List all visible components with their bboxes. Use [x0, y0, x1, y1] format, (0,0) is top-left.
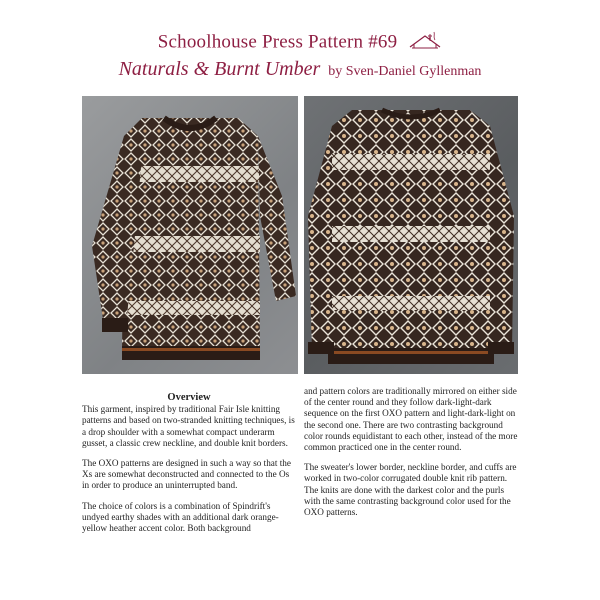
overview-heading: Overview	[167, 392, 211, 403]
pattern-byline: by Sven-Daniel Gyllenman	[328, 64, 482, 79]
pattern-name: Naturals & Burnt Umber	[118, 58, 321, 80]
publisher-title: Schoolhouse Press Pattern #69	[157, 31, 398, 53]
overview-paragraph: The choice of colors is a combination of Spindrift's undyed earthy shades with an additional dark orange-yellow heather accent color. Both background	[82, 500, 279, 534]
front-view-photo	[82, 96, 298, 374]
back-view-photo	[304, 96, 518, 374]
overview-left-column	[82, 392, 296, 543]
pattern-title-row	[0, 58, 600, 81]
overview-paragraph: The OXO patterns are designed in such a way so that the Xs are somewhat deconstructed and connected to the Os in order to produce an uninterrupted band.	[82, 458, 291, 491]
schoolhouse-logo-icon	[408, 30, 442, 56]
back-sweater-illustration	[304, 96, 518, 374]
publisher-title-row	[0, 30, 600, 56]
overview-paragraph: The sweater's lower border, neckline border, and cuffs are worked in two-color corrugated double knit rib pattern. The knits are done with the darkest color and the purls with the same contrasting background color used for the OXO patterns.	[304, 462, 517, 518]
overview-paragraph: This garment, inspired by traditional Fair Isle knitting patterns and based on two-stranded knitting techniques, is a drop shoulder with a somewhat compact underarm gusset, a classic crew neckline, and double knit borders.	[82, 404, 295, 448]
overview-right-column	[304, 386, 518, 527]
front-sweater-illustration	[82, 96, 298, 374]
overview-paragraph: and pattern colors are traditionally mirrored on either side of the center round and they follow dark-light-dark sequence on the first OXO pattern and light-dark-light on the second one. There are two contrasting background color rounds equidistant to each other, instead of the more common practiced one in the center round.	[304, 386, 518, 453]
